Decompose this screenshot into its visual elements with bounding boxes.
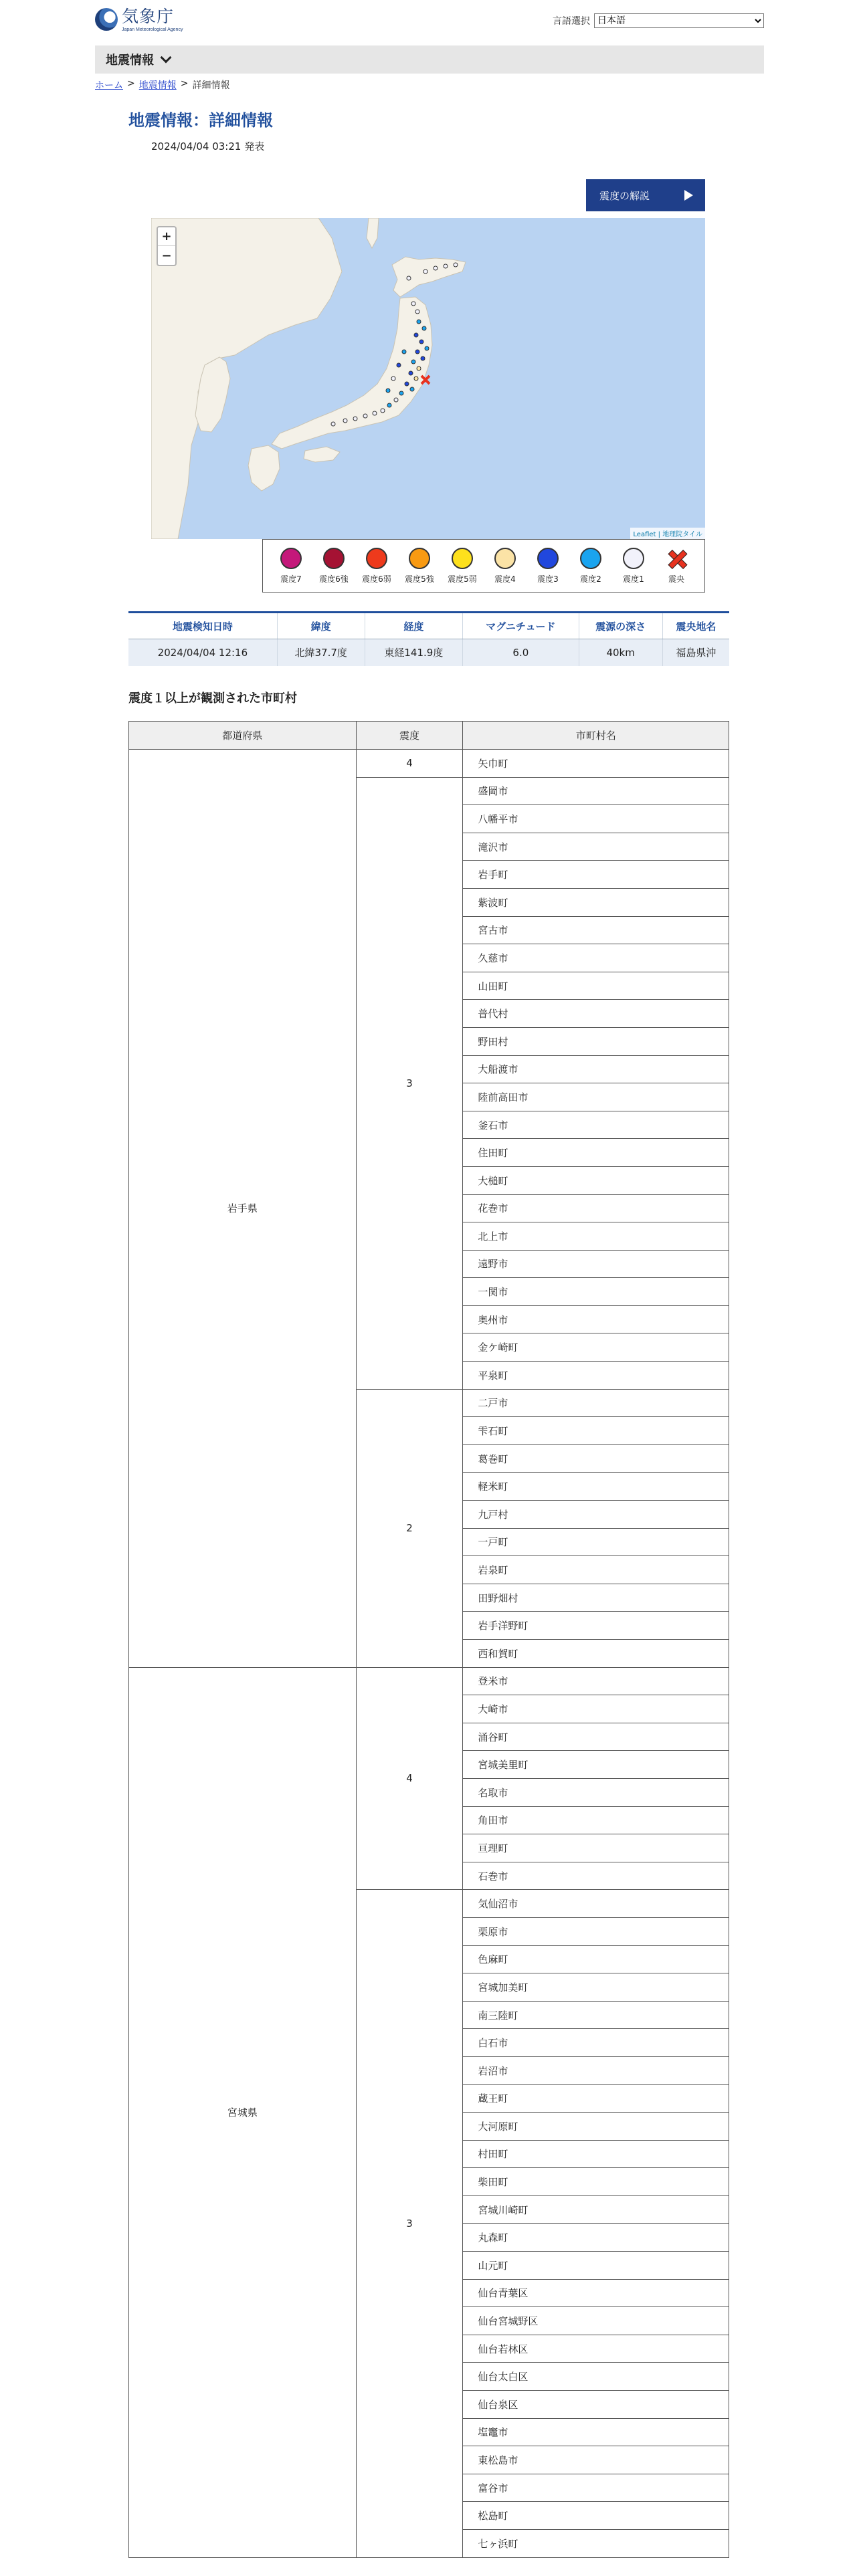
intensity-cell: 4: [356, 1667, 463, 1890]
site-header: [95, 7, 764, 40]
municipality-cell: 仙台青葉区: [463, 2279, 729, 2307]
municipality-cell: 宮城美里町: [463, 1751, 729, 1779]
zoom-out-button[interactable]: −: [161, 248, 172, 263]
intensity-dot-icon: [323, 548, 345, 569]
legend-item: [657, 548, 696, 584]
global-nav[interactable]: [95, 45, 764, 74]
map-land-shikoku: [304, 447, 340, 462]
summary-header-cell: 緯度: [277, 613, 365, 639]
attribution-separator: |: [656, 531, 663, 538]
legend-item: [443, 548, 482, 584]
municipality-cell: 南三陸町: [463, 2001, 729, 2029]
detection-time: 2024/04/04 12:16: [128, 639, 277, 666]
legend-item: [357, 548, 396, 584]
municipality-cell: 仙台太白区: [463, 2363, 729, 2391]
municipality-cell: 平泉町: [463, 1362, 729, 1390]
municipality-cell: 角田市: [463, 1806, 729, 1834]
summary-header-cell: 震央地名: [662, 613, 729, 639]
municipality-cell: 西和賀町: [463, 1640, 729, 1668]
prefecture-cell: 岩手県: [129, 750, 357, 1668]
municipality-cell: 金ケ崎町: [463, 1333, 729, 1362]
intensity-dot-icon: [494, 548, 516, 569]
breadcrumb-section-link[interactable]: 地震情報: [138, 80, 177, 91]
map-land-mainland: [151, 218, 342, 539]
observed-section-title: 震度１以上が観測された市町村: [128, 691, 297, 706]
legend-item: [486, 548, 524, 584]
intensity-explanation-button[interactable]: [586, 179, 705, 211]
prefecture-cell: 宮城県: [129, 1667, 357, 2557]
map-land-kyushu: [248, 445, 280, 491]
municipality-cell: 一関市: [463, 1278, 729, 1306]
municipality-cell: 宮古市: [463, 916, 729, 944]
summary-header-cell: 震源の深さ: [579, 613, 662, 639]
municipality-cell: 松島町: [463, 2502, 729, 2530]
municipality-cell: 登米市: [463, 1667, 729, 1695]
gsi-tiles-link[interactable]: 地理院タイル: [662, 531, 702, 538]
intensity-dot-icon: [623, 548, 644, 569]
municipality-cell: 八幡平市: [463, 805, 729, 833]
municipality-cell: 七ヶ浜町: [463, 2530, 729, 2558]
municipality-cell: 宮城加美町: [463, 1973, 729, 2002]
observed-header-row: [129, 722, 729, 750]
municipality-cell: 軽米町: [463, 1473, 729, 1501]
earthquake-summary-table: [128, 611, 729, 666]
language-selector: [553, 13, 764, 28]
issued-timestamp: 2024/04/04 03:21 発表: [151, 140, 265, 152]
intensity-dot-icon: [537, 548, 559, 569]
latitude: 北緯37.7度: [277, 639, 365, 666]
intensity-dot-icon: [580, 548, 601, 569]
municipality-cell: 雫石町: [463, 1417, 729, 1445]
municipality-cell: 白石市: [463, 2029, 729, 2057]
municipality-cell: 山田町: [463, 972, 729, 1000]
nav-menu-title[interactable]: 地震情報: [106, 53, 154, 68]
observed-header-cell: 市町村名: [463, 722, 729, 750]
municipality-cell: 奥州市: [463, 1305, 729, 1333]
epicenter-map[interactable]: [151, 218, 705, 539]
municipality-cell: 久慈市: [463, 944, 729, 972]
summary-value-row: [128, 639, 729, 666]
municipality-cell: 丸森町: [463, 2224, 729, 2252]
leaflet-link[interactable]: Leaflet: [633, 531, 656, 538]
jma-logo-mark-icon: [95, 8, 118, 31]
municipality-cell: 一戸町: [463, 1528, 729, 1556]
legend-label: 震度4: [494, 574, 516, 584]
municipality-cell: 釜石市: [463, 1111, 729, 1139]
summary-header-row: [128, 613, 729, 639]
intensity-cell: 2: [356, 1389, 463, 1667]
table-row: [129, 750, 729, 778]
municipality-cell: 盛岡市: [463, 777, 729, 805]
intensity-dot-icon: [409, 548, 430, 569]
municipality-cell: 富谷市: [463, 2474, 729, 2502]
municipality-cell: 仙台泉区: [463, 2391, 729, 2419]
legend-item: [272, 548, 310, 584]
municipality-cell: 気仙沼市: [463, 1890, 729, 1918]
municipality-cell: 葛巻町: [463, 1444, 729, 1473]
legend-label: 震度7: [280, 574, 302, 584]
municipality-cell: 村田町: [463, 2140, 729, 2168]
municipality-cell: 住田町: [463, 1139, 729, 1167]
observed-intensity-table: [128, 721, 729, 2558]
municipality-cell: 亘理町: [463, 1834, 729, 1862]
observed-header-cell: 都道府県: [129, 722, 357, 750]
municipality-cell: 岩泉町: [463, 1556, 729, 1584]
municipality-cell: 花巻市: [463, 1194, 729, 1222]
municipality-cell: 岩手洋野町: [463, 1612, 729, 1640]
observed-table-body: [129, 750, 729, 2558]
summary-header-cell: 経度: [365, 613, 463, 639]
logo-subtitle: Japan Meteorological Agency: [122, 27, 183, 32]
intensity-cell: 3: [356, 1890, 463, 2557]
municipality-cell: 仙台宮城野区: [463, 2307, 729, 2335]
breadcrumb-current: 詳細情報: [192, 80, 230, 91]
intensity-dot-icon: [452, 548, 473, 569]
municipality-cell: 北上市: [463, 1222, 729, 1251]
jma-logo[interactable]: [95, 7, 189, 40]
municipality-cell: 陸前高田市: [463, 1083, 729, 1111]
municipality-cell: 仙台若林区: [463, 2335, 729, 2363]
epicenter-x-icon: [666, 548, 687, 569]
municipality-cell: 九戸村: [463, 1501, 729, 1529]
summary-header-cell: 地震検知日時: [128, 613, 277, 639]
magnitude: 6.0: [463, 639, 579, 666]
municipality-cell: 岩沼市: [463, 2056, 729, 2084]
municipality-cell: 岩手町: [463, 861, 729, 889]
breadcrumb-separator: >: [180, 78, 189, 89]
map-attribution: [630, 528, 705, 539]
legend-label: 震度6強: [319, 574, 349, 584]
municipality-cell: 野田村: [463, 1027, 729, 1055]
language-select[interactable]: [594, 13, 764, 28]
breadcrumb-separator: >: [127, 78, 135, 89]
municipality-cell: 矢巾町: [463, 750, 729, 778]
municipality-cell: 大河原町: [463, 2113, 729, 2141]
legend-item: [314, 548, 353, 584]
intensity-legend: [262, 539, 705, 593]
intensity-dot-icon: [366, 548, 387, 569]
municipality-cell: 大崎市: [463, 1695, 729, 1723]
play-arrow-icon: [684, 190, 693, 201]
municipality-cell: 山元町: [463, 2252, 729, 2280]
table-row: [129, 1667, 729, 1695]
municipality-cell: 東松島市: [463, 2446, 729, 2474]
municipality-cell: 色麻町: [463, 1945, 729, 1973]
summary-header-cell: マグニチュード: [463, 613, 579, 639]
map-land-sakhalin: [367, 218, 379, 248]
municipality-cell: 二戸市: [463, 1389, 729, 1417]
epicenter-name: 福島県沖: [662, 639, 729, 666]
logo-title: 気象庁: [122, 7, 175, 26]
municipality-cell: 滝沢市: [463, 833, 729, 861]
legend-label: 震度5強: [405, 574, 434, 584]
legend-label: 震度2: [580, 574, 601, 584]
municipality-cell: 遠野市: [463, 1250, 729, 1278]
municipality-cell: 宮城川崎町: [463, 2195, 729, 2224]
breadcrumb-home-link[interactable]: ホーム: [95, 80, 123, 91]
intensity-dot-icon: [280, 548, 302, 569]
legend-label: 震度6弱: [362, 574, 391, 584]
municipality-cell: 蔵王町: [463, 2084, 729, 2113]
intensity-cell: 3: [356, 777, 463, 1389]
municipality-cell: 紫波町: [463, 888, 729, 916]
legend-item: [571, 548, 610, 584]
legend-label: 震度1: [623, 574, 644, 584]
legend-item: [400, 548, 439, 584]
zoom-in-button[interactable]: +: [158, 227, 175, 246]
municipality-cell: 大槌町: [463, 1166, 729, 1194]
intensity-cell: 4: [356, 750, 463, 778]
municipality-cell: 田野畑村: [463, 1584, 729, 1612]
breadcrumb: [95, 78, 229, 92]
map-canvas[interactable]: [151, 218, 705, 539]
municipality-cell: 大船渡市: [463, 1055, 729, 1083]
chevron-down-icon[interactable]: [161, 52, 172, 64]
map-zoom-control: [157, 226, 177, 266]
municipality-cell: 涌谷町: [463, 1723, 729, 1751]
municipality-cell: 普代村: [463, 1000, 729, 1028]
language-label: 言語選択: [553, 16, 590, 27]
longitude: 東経141.9度: [365, 639, 463, 666]
legend-item: [529, 548, 567, 584]
legend-label: 震度5弱: [448, 574, 477, 584]
municipality-cell: 石巻市: [463, 1862, 729, 1890]
legend-label: 震央: [668, 574, 684, 584]
page-title: 地震情報：詳細情報: [128, 111, 273, 130]
legend-item: [614, 548, 653, 584]
legend-label: 震度3: [537, 574, 559, 584]
municipality-cell: 柴田町: [463, 2168, 729, 2196]
municipality-cell: 塩竈市: [463, 2418, 729, 2446]
observed-header-cell: 震度: [356, 722, 463, 750]
intensity-explanation-label: 震度の解説: [599, 189, 650, 202]
depth: 40km: [579, 639, 662, 666]
municipality-cell: 名取市: [463, 1778, 729, 1806]
municipality-cell: 栗原市: [463, 1917, 729, 1945]
